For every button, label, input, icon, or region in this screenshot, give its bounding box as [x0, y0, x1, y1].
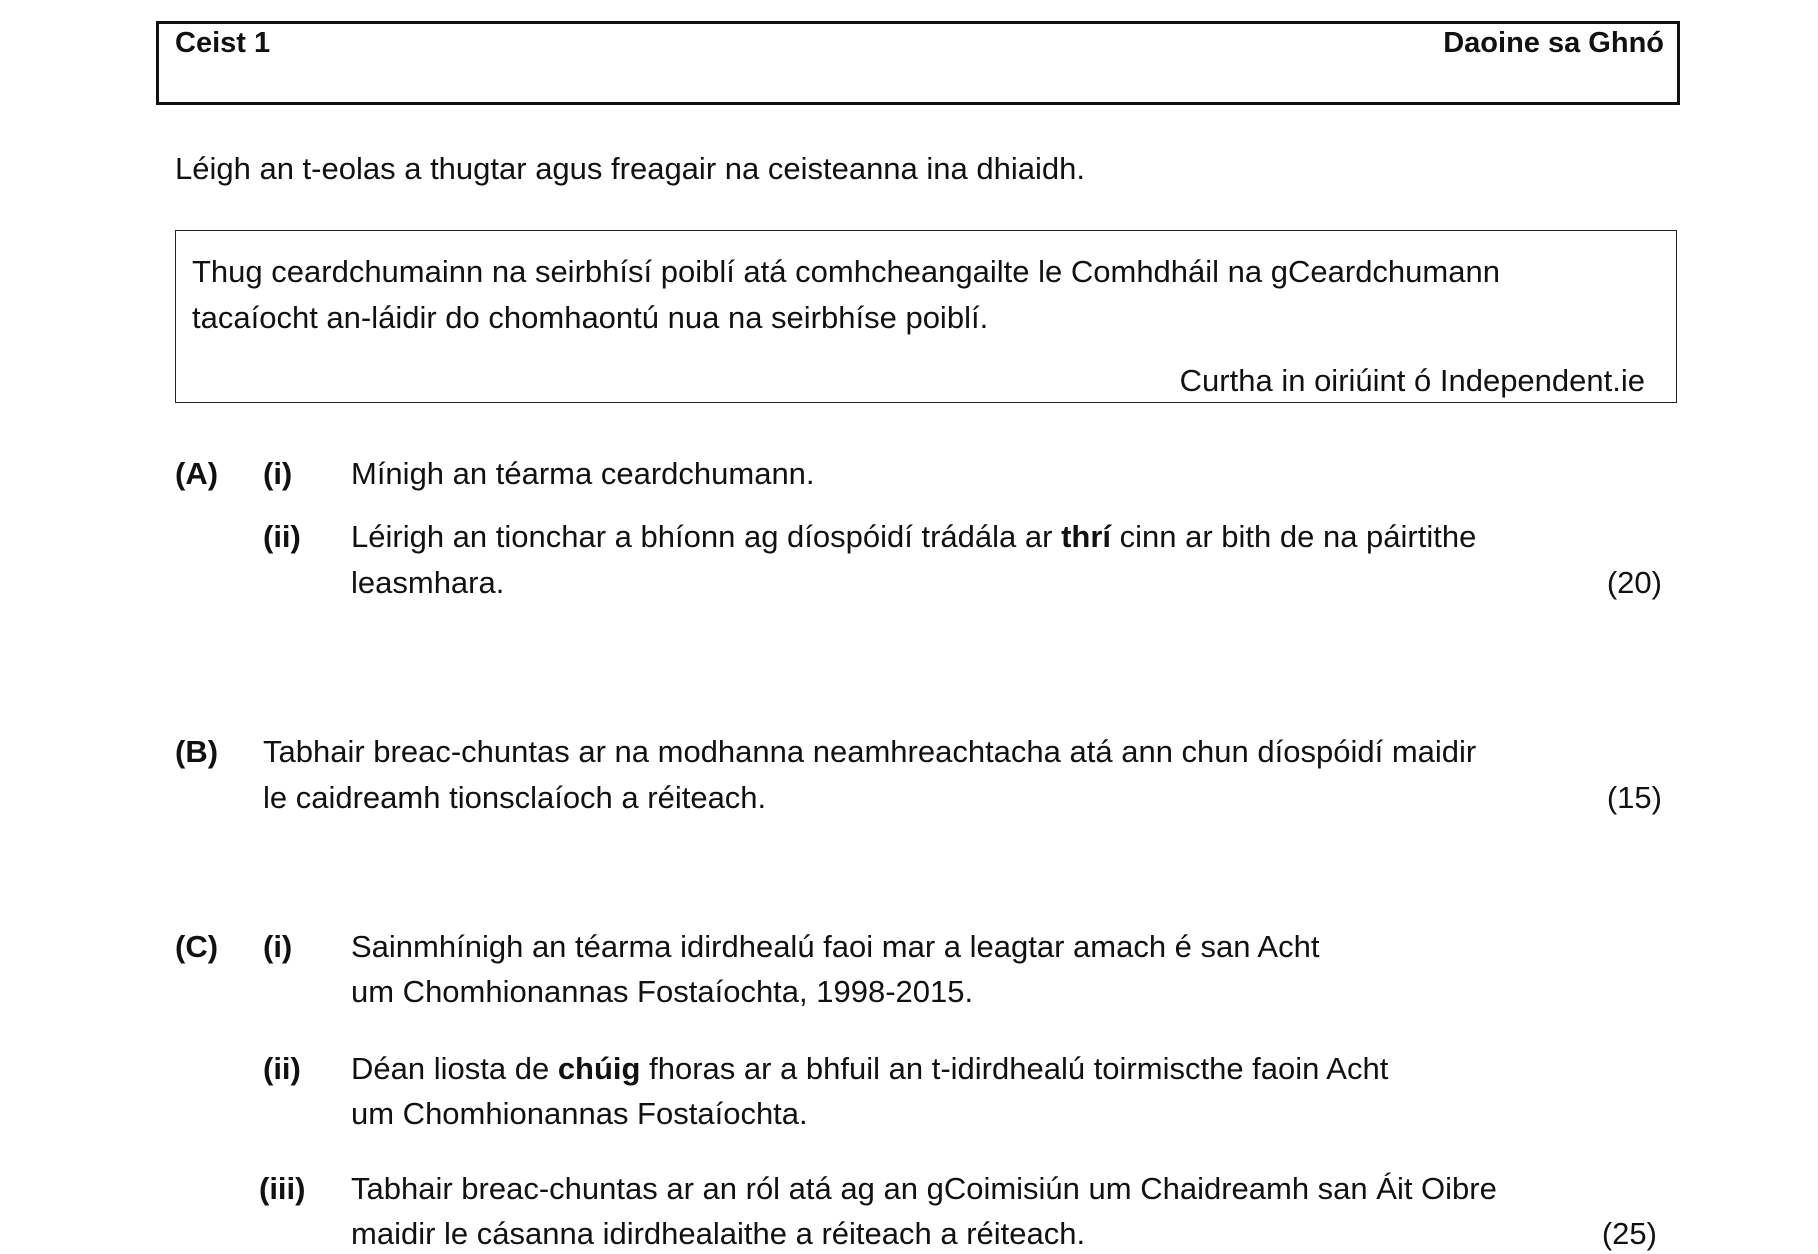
- quote-line-1: Thug ceardchumainn na seirbhísí poiblí atá comhcheangailte le Comhdháil na gCeardchumann: [192, 254, 1500, 289]
- part-c-iii-line-1: Tabhair breac-chuntas ar an ról atá ag an gCoimisiún um Chaidreamh san Áit Oibre: [351, 1171, 1497, 1206]
- part-c-iii-line-2: maidir le cásanna idirdhealaithe a réiteach a réiteach.: [351, 1216, 1086, 1251]
- part-c-ii-text: Déan liosta de: [351, 1051, 558, 1086]
- part-c-label: (C): [175, 929, 219, 964]
- part-c-i-line-2: um Chomhionannas Fostaíochta, 1998-2015.: [351, 974, 974, 1009]
- instructions: Léigh an t-eolas a thugtar agus freagair na ceisteanna ina dhiaidh.: [175, 151, 1085, 186]
- emphasis-thri: thrí: [1061, 519, 1111, 554]
- part-a-ii-text-cont: cinn ar bith de na páirtithe: [1111, 519, 1477, 554]
- part-a-ii-text: Léirigh an tionchar a bhíonn ag díospóidí trádála ar: [351, 519, 1062, 554]
- part-b-label: (B): [175, 734, 219, 769]
- part-b-line-2: le caidreamh tionsclaíoch a réiteach.: [263, 780, 767, 815]
- part-a-i-label: (i): [263, 456, 293, 491]
- quote-source: Curtha in oiriúint ó Independent.ie: [1179, 363, 1645, 398]
- emphasis-chuig: chúig: [557, 1051, 641, 1086]
- quote-line-2: tacaíocht an-láidir do chomhaontú nua na seirbhíse poiblí.: [192, 300, 989, 335]
- part-c-ii-line-1: [351, 1051, 1388, 1087]
- part-a-ii-line-1: [351, 519, 1476, 555]
- part-c-marks: (25): [1601, 1216, 1657, 1251]
- question-number: Ceist 1: [175, 27, 271, 59]
- part-c-ii-line-2: um Chomhionannas Fostaíochta.: [351, 1096, 808, 1131]
- part-c-i-label: (i): [263, 929, 293, 964]
- part-c-iii-label: (iii): [259, 1171, 306, 1206]
- part-a-label: (A): [175, 456, 219, 491]
- part-a-ii-line-2: leasmhara.: [351, 565, 505, 600]
- part-a-marks: (20): [1606, 565, 1662, 600]
- part-a-i-text: Mínigh an téarma ceardchumann.: [351, 456, 815, 491]
- part-b-line-1: Tabhair breac-chuntas ar na modhanna neamhreachtacha atá ann chun díospóidí maidir: [263, 734, 1477, 769]
- part-b-marks: (15): [1606, 780, 1662, 815]
- part-c-ii-text-cont: fhoras ar a bhfuil an t-idirdhealú toirmiscthe faoin Acht: [640, 1051, 1389, 1086]
- part-c-ii-label: (ii): [263, 1051, 301, 1086]
- part-a-ii-label: (ii): [263, 519, 301, 554]
- part-c-i-line-1: Sainmhínigh an téarma idirdhealú faoi mar a leagtar amach é san Acht: [351, 929, 1320, 964]
- section-title: Daoine sa Ghnó: [1443, 27, 1664, 59]
